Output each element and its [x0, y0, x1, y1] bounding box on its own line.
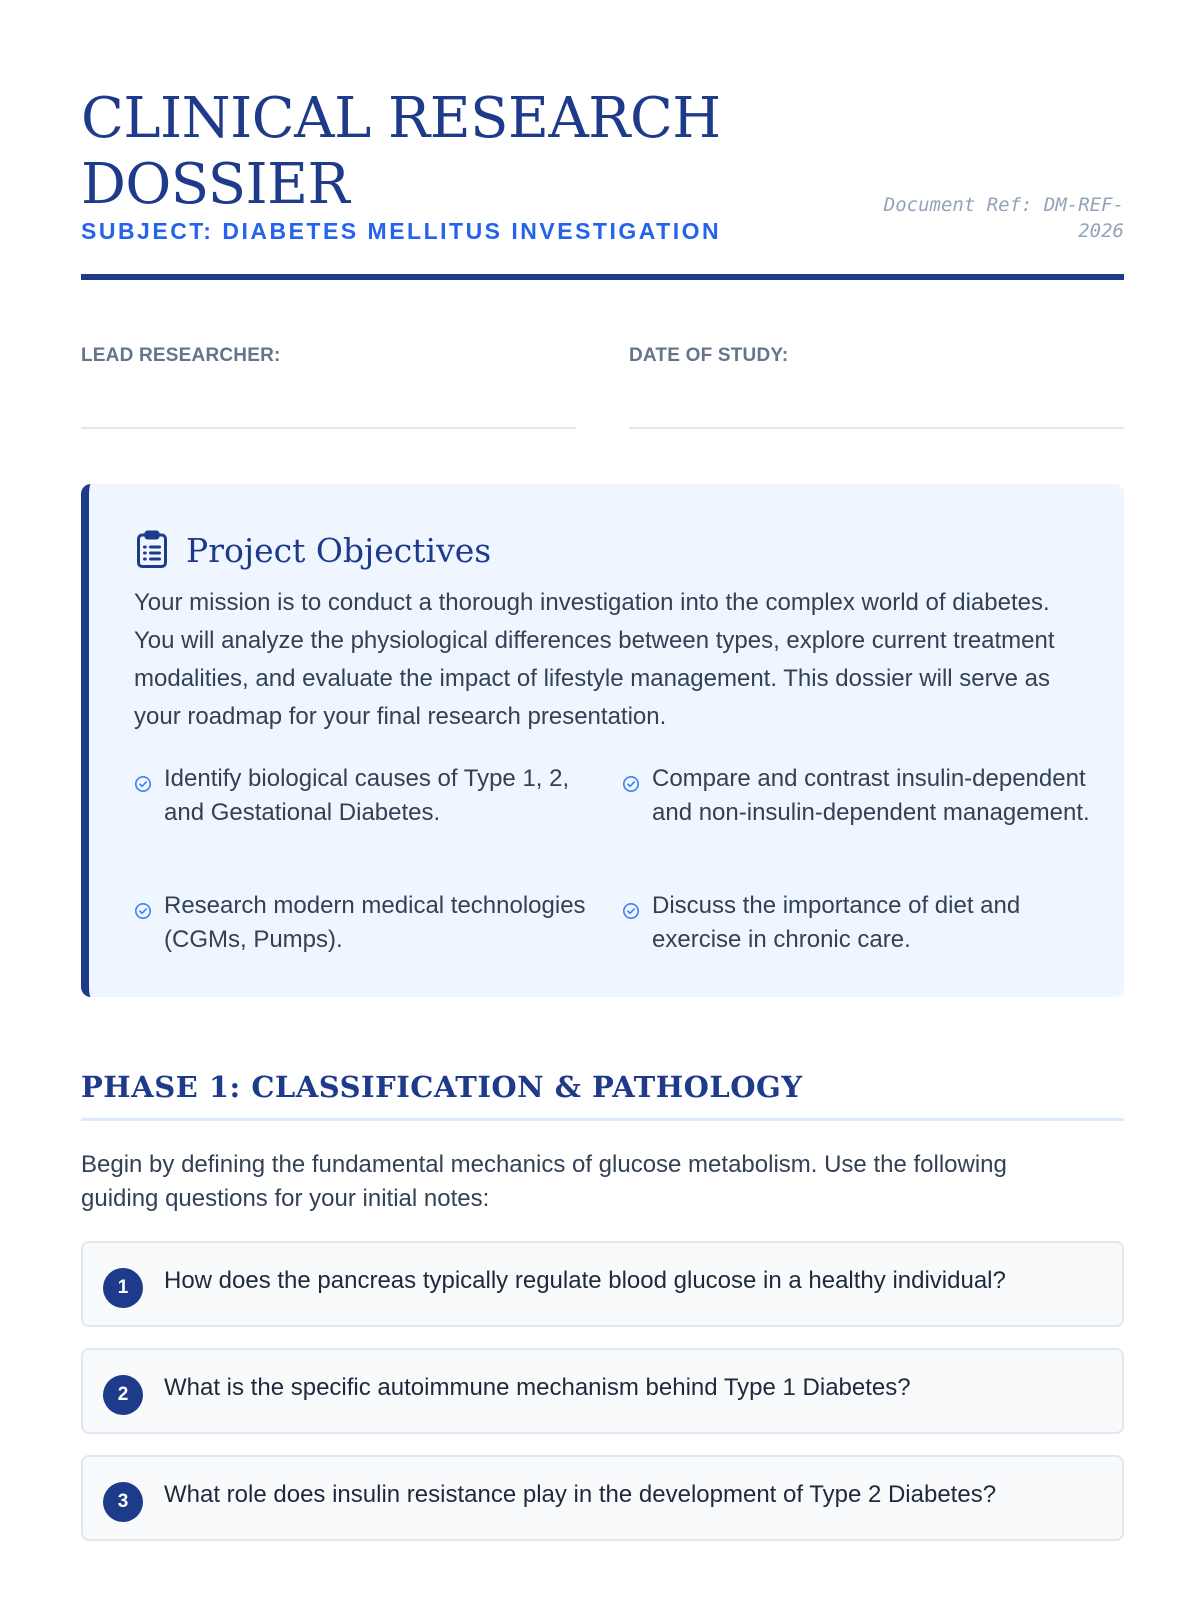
check-circle-icon — [622, 775, 640, 793]
document-reference: Document Ref: DM-REF-2026 — [883, 194, 1124, 242]
objectives-panel — [81, 484, 1124, 997]
phase1-intro: Begin by defining the fundamental mechanics of glucose metabolism. Use the following guiding questions for your initial notes: — [81, 1151, 1007, 1212]
check-circle-icon — [134, 775, 152, 793]
objective-item — [134, 889, 594, 957]
date-of-study-line — [629, 427, 1124, 429]
objective-item — [134, 762, 594, 830]
question-text: How does the pancreas typically regulate blood glucose in a healthy individual? — [164, 1267, 1006, 1294]
date-of-study-label: DATE OF STUDY: — [629, 345, 789, 366]
objectives-header — [134, 528, 491, 572]
objectives-description: Your mission is to conduct a thorough investigation into the complex world of diabetes. You will analyze the physiological differences between types, explore current treatment modalities, and evaluate the impact of lifestyle management. This dossier will serve as your roadmap for your final research presentation. — [134, 589, 1055, 730]
objective-item-text: Compare and contrast insulin-dependent and non-insulin-dependent management. — [652, 765, 1090, 826]
lead-researcher-label: LEAD RESEARCHER: — [81, 345, 281, 366]
lead-researcher-field[interactable] — [81, 345, 576, 367]
guiding-question — [81, 1455, 1124, 1541]
phase1-heading: PHASE 1: CLASSIFICATION & PATHOLOGY — [81, 1070, 803, 1104]
objective-item-text: Research modern medical technologies (CGMs, Pumps). — [164, 892, 586, 953]
phase1-divider — [81, 1118, 1124, 1121]
date-of-study-field[interactable] — [629, 345, 1124, 367]
objective-item — [622, 762, 1092, 830]
lead-researcher-line — [81, 427, 576, 429]
clipboard-list-icon — [134, 530, 170, 570]
dossier-page — [81, 0, 1124, 1512]
objectives-title: Project Objectives — [186, 530, 492, 570]
objective-item-text: Identify biological causes of Type 1, 2, and Gestational Diabetes. — [164, 765, 570, 826]
objective-item-text: Discuss the importance of diet and exercise in chronic care. — [652, 892, 1021, 953]
document-title: CLINICAL RESEARCH DOSSIER — [81, 86, 721, 217]
check-circle-icon — [134, 902, 152, 920]
question-number-badge: 3 — [103, 1482, 143, 1522]
check-circle-icon — [622, 902, 640, 920]
header-divider — [81, 274, 1124, 280]
question-number-badge: 1 — [103, 1268, 143, 1308]
info-fields — [81, 345, 1124, 435]
document-subtitle: SUBJECT: DIABETES MELLITUS INVESTIGATION — [81, 218, 722, 244]
question-text: What is the specific autoimmune mechanism behind Type 1 Diabetes? — [164, 1374, 911, 1401]
guiding-question — [81, 1241, 1124, 1327]
document-header — [81, 0, 1124, 282]
guiding-question — [81, 1348, 1124, 1434]
objective-item — [622, 889, 1092, 957]
question-text: What role does insulin resistance play in the development of Type 2 Diabetes? — [164, 1481, 997, 1508]
question-number-badge: 2 — [103, 1375, 143, 1415]
